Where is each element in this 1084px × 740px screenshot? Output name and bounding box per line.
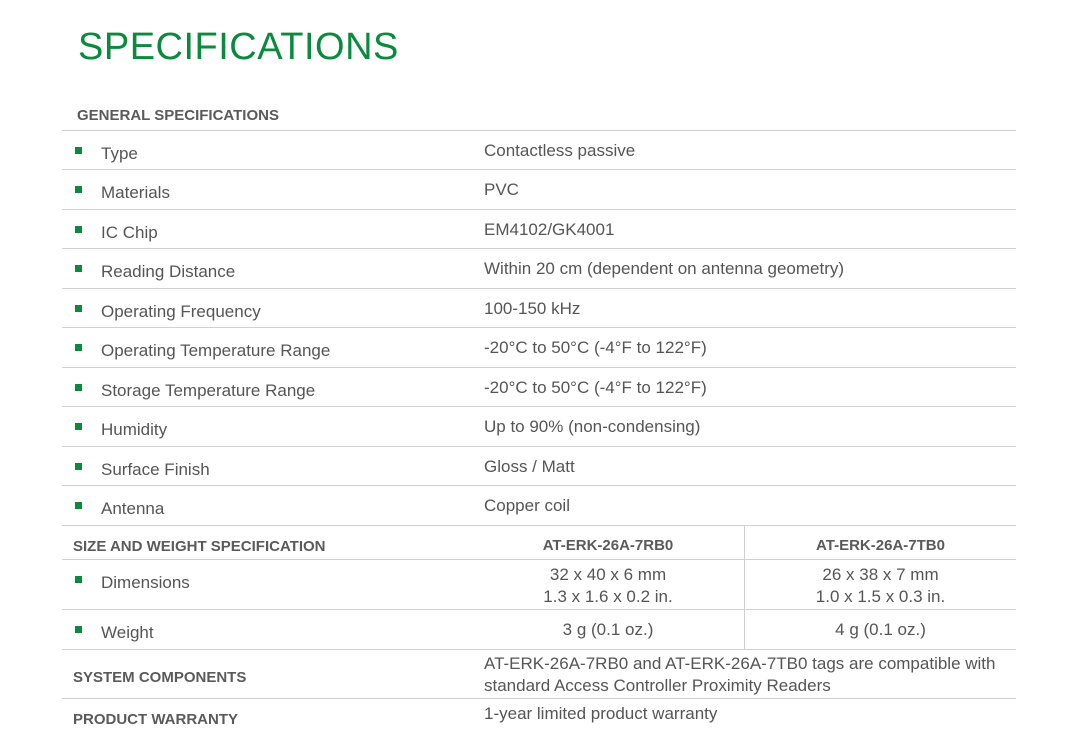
spec-label: Antenna bbox=[101, 499, 165, 518]
general-specifications-heading: GENERAL SPECIFICATIONS bbox=[77, 107, 279, 124]
green-square-bullet-icon bbox=[75, 226, 82, 233]
model-b-weight: 4 g (0.1 oz.) bbox=[835, 620, 926, 639]
spec-label: Storage Temperature Range bbox=[101, 381, 316, 400]
spec-label: Humidity bbox=[101, 420, 168, 439]
spec-value: Within 20 cm (dependent on antenna geometry) bbox=[484, 259, 845, 278]
system-components-row bbox=[62, 649, 1016, 699]
system-components-line-2: standard Access Controller Proximity Readers bbox=[484, 676, 831, 695]
green-square-bullet-icon bbox=[75, 305, 82, 312]
green-square-bullet-icon bbox=[75, 344, 82, 351]
product-warranty-row bbox=[62, 698, 1016, 739]
spec-row-humidity bbox=[62, 406, 1016, 446]
green-square-bullet-icon bbox=[75, 147, 82, 154]
green-square-bullet-icon bbox=[75, 626, 82, 633]
column-divider bbox=[744, 526, 745, 560]
spec-value: PVC bbox=[484, 180, 519, 199]
spec-row-materials bbox=[62, 169, 1016, 209]
system-components-text bbox=[484, 653, 996, 697]
page-title: SPECIFICATIONS bbox=[78, 26, 399, 68]
model-b-header: AT-ERK-26A-7TB0 bbox=[816, 537, 945, 554]
product-warranty-heading: PRODUCT WARRANTY bbox=[73, 711, 238, 728]
spec-row-operating-frequency bbox=[62, 288, 1016, 328]
spec-row-weight bbox=[62, 609, 1016, 650]
green-square-bullet-icon bbox=[75, 186, 82, 193]
model-a-weight: 3 g (0.1 oz.) bbox=[562, 620, 654, 639]
model-a-header: AT-ERK-26A-7RB0 bbox=[542, 537, 674, 554]
spec-label: Reading Distance bbox=[101, 262, 236, 281]
green-square-bullet-icon bbox=[75, 576, 82, 583]
spec-value: Up to 90% (non-condensing) bbox=[484, 417, 701, 436]
system-components-line-1: AT-ERK-26A-7RB0 and AT-ERK-26A-7TB0 tags are compatible with bbox=[484, 654, 996, 673]
column-divider bbox=[744, 560, 745, 610]
model-b-dimensions bbox=[745, 564, 1016, 608]
model-b-dimensions-imperial: 1.0 x 1.5 x 0.3 in. bbox=[815, 587, 946, 606]
spec-value: -20°C to 50°C (-4°F to 122°F) bbox=[484, 378, 707, 397]
model-a-dimensions-imperial: 1.3 x 1.6 x 0.2 in. bbox=[543, 587, 673, 606]
spec-label: Materials bbox=[101, 183, 170, 202]
spec-row-surface-finish bbox=[62, 446, 1016, 486]
green-square-bullet-icon bbox=[75, 265, 82, 272]
model-a-dimensions-metric: 32 x 40 x 6 mm bbox=[549, 565, 667, 584]
spec-label: IC Chip bbox=[101, 223, 158, 242]
spec-row-ic-chip bbox=[62, 209, 1016, 249]
spec-label: Surface Finish bbox=[101, 460, 210, 479]
spec-row-antenna bbox=[62, 485, 1016, 526]
green-square-bullet-icon bbox=[75, 423, 82, 430]
system-components-heading: SYSTEM COMPONENTS bbox=[73, 669, 247, 686]
size-weight-header-row bbox=[62, 525, 1016, 560]
model-a-dimensions bbox=[472, 564, 744, 608]
model-b-dimensions-metric: 26 x 38 x 7 mm bbox=[822, 565, 939, 584]
product-warranty-value: 1-year limited product warranty bbox=[484, 704, 718, 723]
spec-row-reading-distance bbox=[62, 248, 1016, 288]
spec-label: Dimensions bbox=[101, 573, 190, 592]
green-square-bullet-icon bbox=[75, 384, 82, 391]
spec-value: Copper coil bbox=[484, 496, 570, 515]
green-square-bullet-icon bbox=[75, 463, 82, 470]
spec-label: Type bbox=[101, 144, 138, 163]
size-weight-heading: SIZE AND WEIGHT SPECIFICATION bbox=[73, 538, 326, 555]
spec-value: EM4102/GK4001 bbox=[484, 220, 615, 239]
spec-value: Contactless passive bbox=[484, 141, 636, 160]
spec-row-type bbox=[62, 130, 1016, 170]
spec-row-operating-temperature bbox=[62, 327, 1016, 367]
green-square-bullet-icon bbox=[75, 502, 82, 509]
spec-label: Operating Temperature Range bbox=[101, 341, 331, 360]
spec-value: 100-150 kHz bbox=[484, 299, 581, 318]
column-divider bbox=[744, 610, 745, 650]
spec-row-dimensions bbox=[62, 559, 1016, 610]
spec-row-storage-temperature bbox=[62, 367, 1016, 407]
spec-value: Gloss / Matt bbox=[484, 457, 575, 476]
spec-label: Weight bbox=[101, 623, 154, 642]
spec-value: -20°C to 50°C (-4°F to 122°F) bbox=[484, 338, 707, 357]
spec-label: Operating Frequency bbox=[101, 302, 261, 321]
